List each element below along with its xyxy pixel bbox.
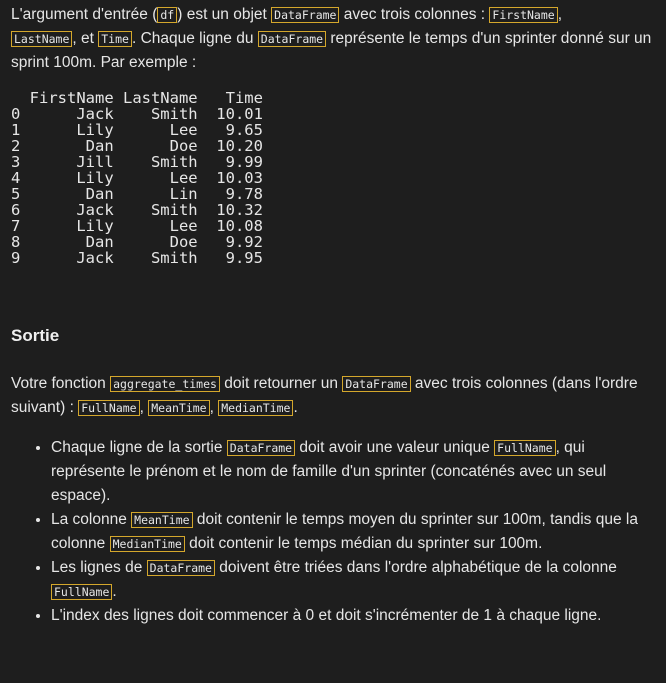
output-text: , <box>139 399 149 416</box>
code-df: df <box>157 7 177 23</box>
list-item <box>51 604 661 628</box>
intro-text: . Chaque ligne du <box>131 30 258 47</box>
intro-text: L'argument d'entrée ( <box>11 6 158 23</box>
code-dataframe: DataFrame <box>227 440 295 456</box>
requirements-list <box>11 436 661 628</box>
list-item-text: doivent être triées dans l'ordre alphabétique de la colonne <box>214 559 617 576</box>
output-text: , <box>209 399 219 416</box>
output-text: avec trois colonnes (dans l'ordre suivant) : <box>11 375 638 416</box>
list-item-text: doit contenir le temps médian du sprinter sur 100m. <box>184 535 543 552</box>
list-item-text: doit avoir une valeur unique <box>295 439 495 456</box>
code-dataframe: DataFrame <box>342 376 410 392</box>
code-aggregate-times: aggregate_times <box>110 376 220 392</box>
list-item <box>51 508 661 556</box>
output-text: doit retourner un <box>219 375 343 392</box>
code-fullname: FullName <box>51 584 112 600</box>
code-dataframe: DataFrame <box>258 31 326 47</box>
code-firstname: FirstName <box>489 7 557 23</box>
list-item-text: Les lignes de <box>51 559 147 576</box>
list-item-text: , qui représente le prénom et le nom de famille d'un sprinter (concaténés avec un seul espace). <box>51 439 607 504</box>
code-dataframe: DataFrame <box>271 7 339 23</box>
code-fullname: FullName <box>78 400 139 416</box>
intro-text: représente le temps d'un sprinter donné sur un sprint 100m. Par exemple : <box>11 30 652 71</box>
code-lastname: LastName <box>11 31 72 47</box>
list-item-text: L'index des lignes doit commencer à 0 et doit s'incrémenter de 1 à chaque ligne. <box>51 607 602 624</box>
code-meantime: MeanTime <box>131 512 192 528</box>
code-mediantime: MedianTime <box>218 400 293 416</box>
code-fullname: FullName <box>494 440 555 456</box>
intro-text: , <box>557 6 563 23</box>
output-text: . <box>293 399 298 416</box>
list-item-text: doit contenir le temps moyen du sprinter sur 100m, tandis que la colonne <box>51 511 638 552</box>
intro-paragraph <box>11 3 661 75</box>
list-item-text: Chaque ligne de la sortie <box>51 439 227 456</box>
section-heading-sortie: Sortie <box>11 326 60 345</box>
list-item-text: La colonne <box>51 511 132 528</box>
example-dataframe-table: FirstName LastName Time 0 Jack Smith 10.01 1 Lily Lee 9.65 2 Dan Doe 10.20 3 Jill Smith 9.99 4 Lily Lee 10.03 5 Dan Lin 9.78 6 Jack Smith 10.32 7 Lily Lee 10.08 8 Dan Doe 9.92 9 Jack Smith 9.95 <box>11 89 263 267</box>
list-item-text: . <box>112 583 117 600</box>
output-paragraph <box>11 372 661 420</box>
code-meantime: MeanTime <box>148 400 209 416</box>
intro-text: , et <box>72 30 99 47</box>
output-text: Votre fonction <box>11 375 111 392</box>
code-mediantime: MedianTime <box>110 536 185 552</box>
intro-text: avec trois colonnes : <box>339 6 490 23</box>
list-item <box>51 436 661 508</box>
code-dataframe: DataFrame <box>147 560 215 576</box>
code-time: Time <box>98 31 132 47</box>
intro-text: ) est un objet <box>177 6 272 23</box>
list-item <box>51 556 661 604</box>
